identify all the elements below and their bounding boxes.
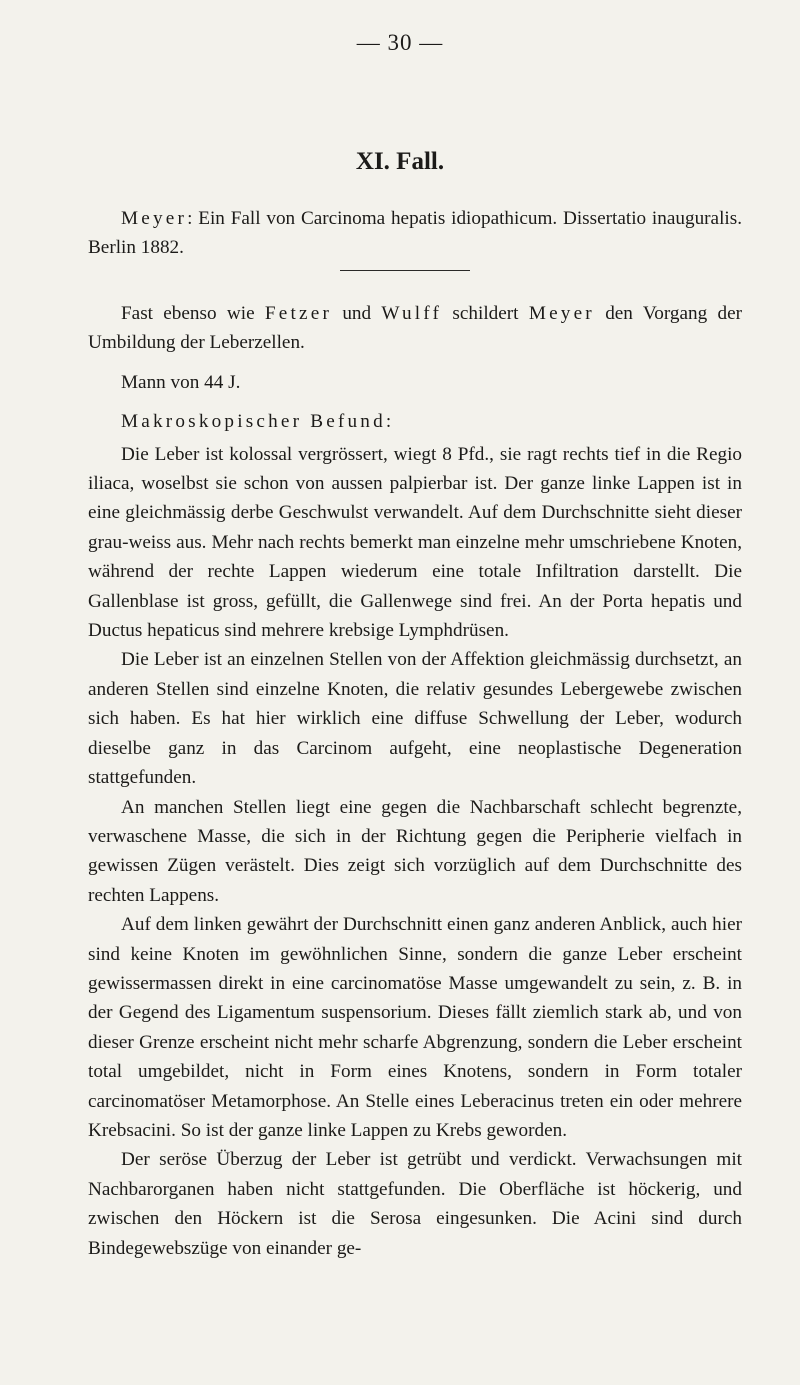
case-title: XI. Fall.: [355, 148, 445, 175]
bibliography-line: [88, 204, 742, 263]
author-name-meyer: Meyer: [528, 303, 595, 324]
page-number: — 30 —: [356, 30, 444, 55]
bibliography-author: Meyer: [121, 208, 188, 229]
author-name-wulff: Wulff: [381, 303, 443, 324]
paragraph: Auf dem linken gewährt der Durchschnitt einen ganz anderen Anblick, auch hier sind keine Knoten im gewöhnlichen Sinne, sondern die ganze Leber erscheint gewissermassen direkt in eine carcinomatöse Masse umgewandelt zu sein, z. B. in der Gegend des Ligamentum suspensorium. Dieses fällt ziemlich stark ab, und von dieser Grenze erscheint nicht mehr scharfe Abgrenzung, sondern die Leber erscheint total umgebildet, nicht in Form eines Knotens, sondern in Form totaler carcinomatöser Metamorphose. An Stelle eines Leberacinus treten ein oder mehrere Krebsacini. So ist der ganze linke Lappen zu Krebs geworden.: [88, 914, 742, 1141]
intro-paragraph: Fast ebenso wie Fetzer und Wulff schildert Meyer den Vorgang der Umbildung der Leberzellen.: [88, 303, 742, 354]
bibliography-reference: [88, 204, 742, 263]
section-heading: Makroskopischer Befund:: [121, 411, 395, 433]
main-text: [88, 284, 742, 1263]
paragraph: Der seröse Überzug der Leber ist getrübt und verdickt. Verwachsungen mit Nachbarorganen haben nicht stattgefunden. Die Oberfläche ist höckerig, und zwischen den Höckern ist die Serosa eingesunken. Die Acini sind durch Bindegewebszüge von einander ge-: [88, 1149, 742, 1259]
patient-info: Mann von 44 J.: [121, 371, 241, 393]
paragraph: An manchen Stellen liegt eine gegen die Nachbarschaft schlecht begrenzte, verwaschene Masse, die sich in der Richtung gegen die Peripherie vielfach in gewissen Zügen verästelt. Dies zeigt sich vorzüglich auf dem Durchschnitte des rechten Lappens.: [88, 796, 742, 906]
bibliography-text: : Ein Fall von Carcinoma hepatis idiopathicum. Dissertatio inauguralis. Berlin 1882.: [88, 208, 742, 259]
paragraph: Die Leber ist kolossal vergrössert, wiegt 8 Pfd., sie ragt rechts tief in die Regio iliaca, woselbst sie schon von aussen palpierbar ist. Der ganze linke Lappen ist in eine gleichmässig derbe Geschwulst verwandelt. Auf dem Durchschnitte sieht dieser grau-weiss aus. Mehr nach rechts bemerkt man einzelne mehr umschriebene Knoten, während der rechte Lappen wiederum eine totale Infiltration darstellt. Die Gallenblase ist gross, gefüllt, die Gallenwege sind frei. An der Porta hepatis und Ductus hepaticus sind mehrere krebsige Lymphdrüsen.: [88, 443, 742, 642]
paragraph: Die Leber ist an einzelnen Stellen von der Affektion gleichmässig durchsetzt, an anderen Stellen sind einzelne Knoten, die relativ gesundes Lebergewebe zwischen sich haben. Es hat hier wirklich eine diffuse Schwellung der Leber, wodurch dieselbe ganz in das Carcinom aufgeht, eine neoplastische Degeneration stattgefunden.: [88, 649, 742, 789]
author-name-fetzer: Fetzer: [264, 303, 333, 324]
separator-rule: [340, 270, 470, 271]
